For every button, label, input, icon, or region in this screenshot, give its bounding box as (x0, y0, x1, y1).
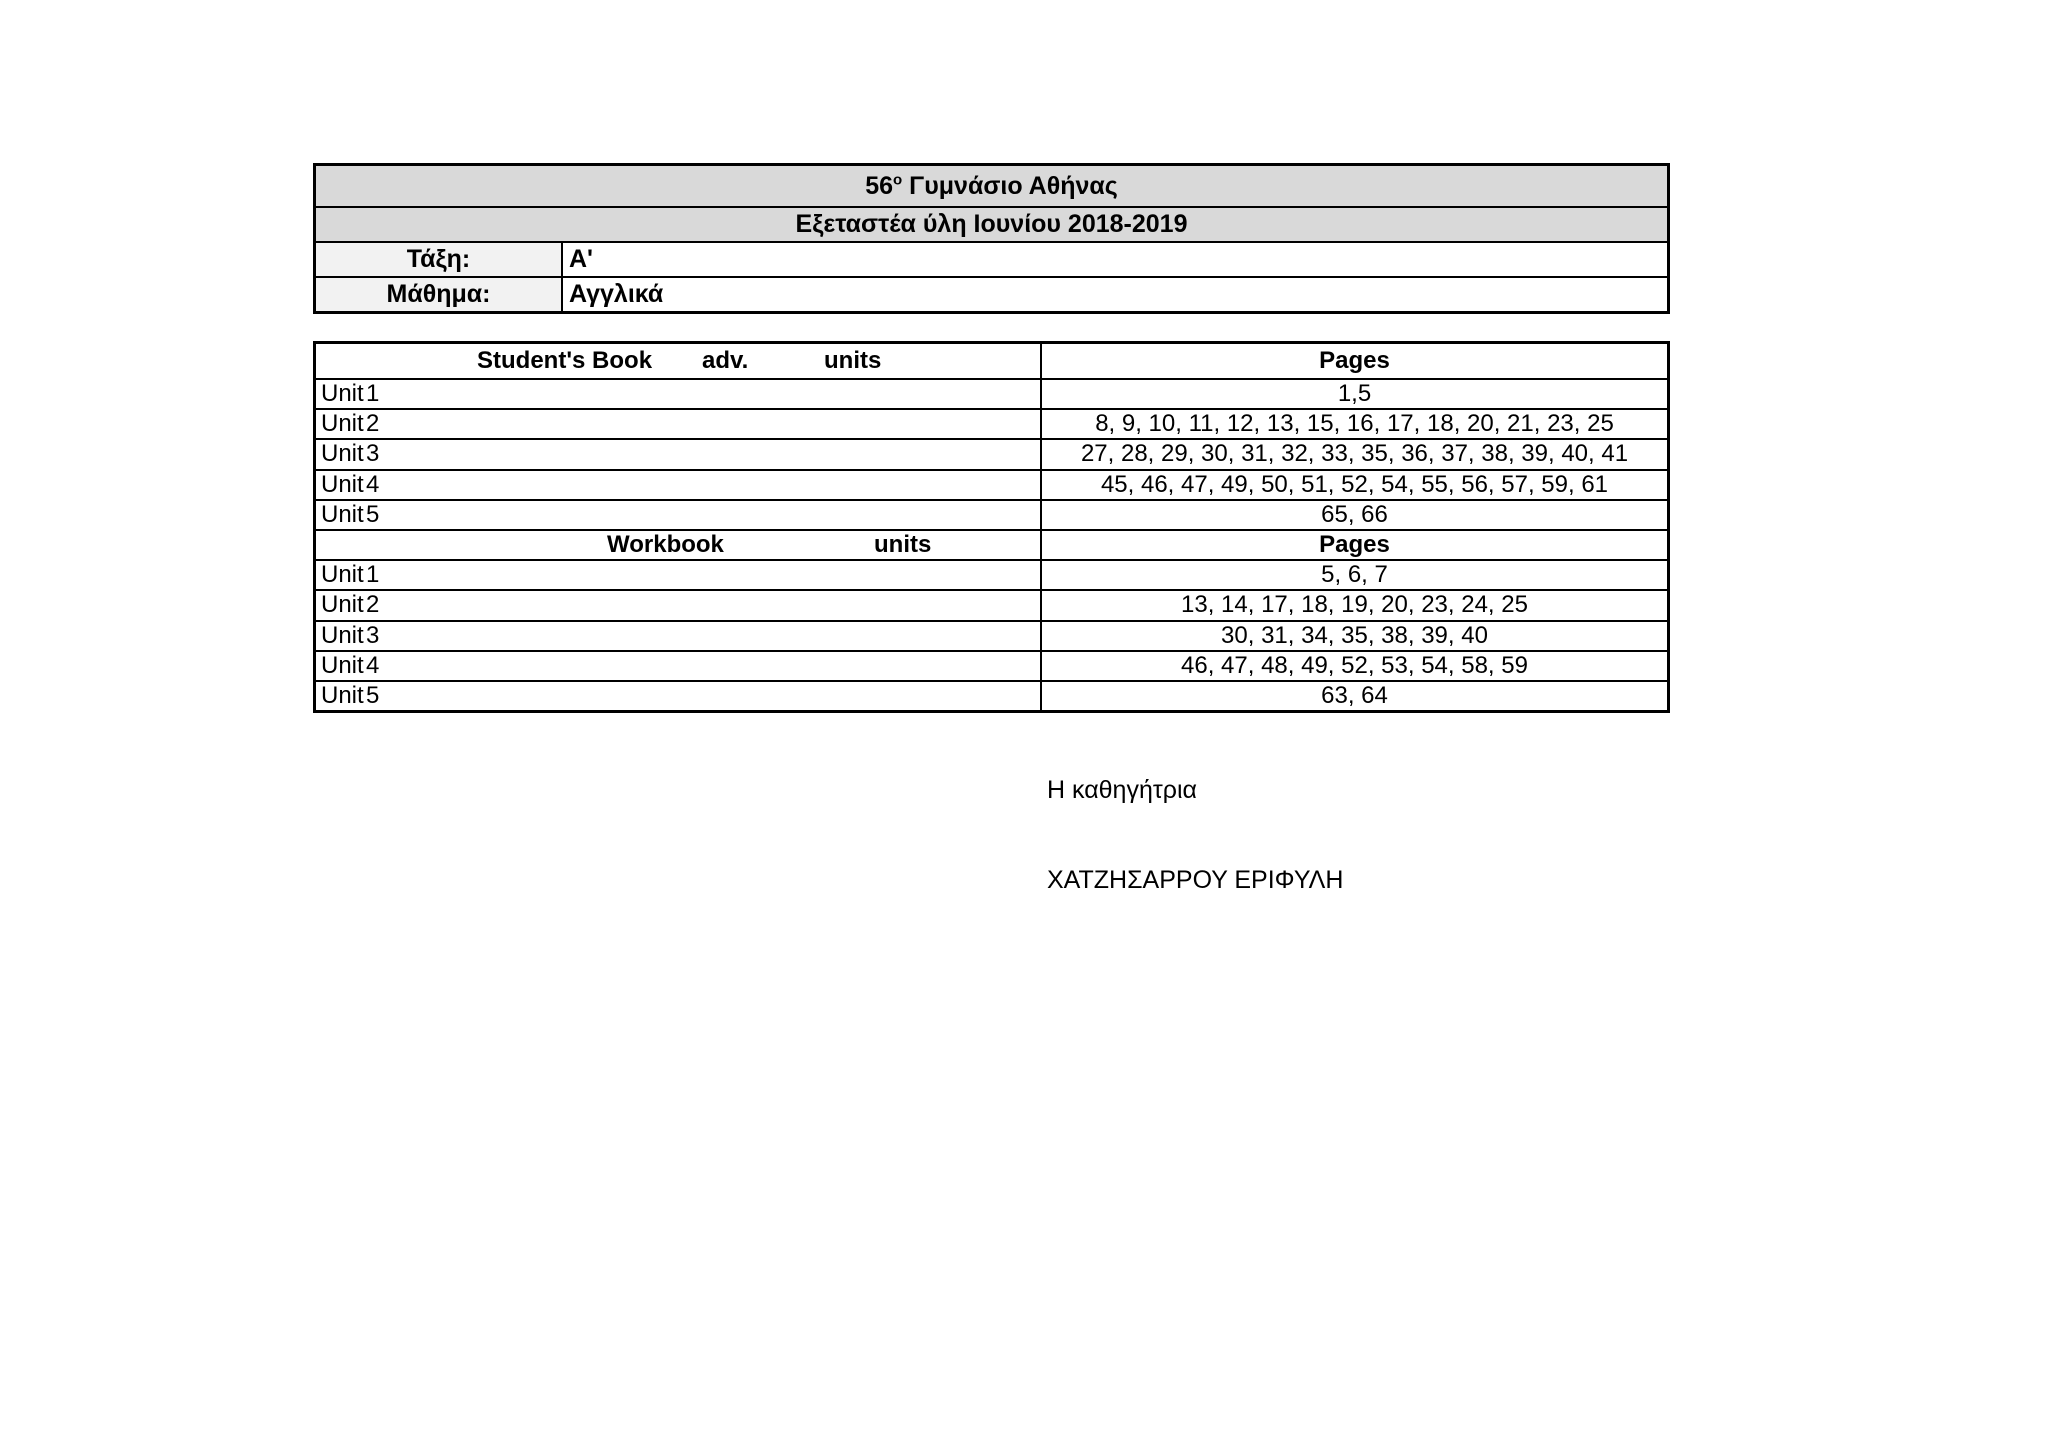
unit-cell (316, 591, 1042, 619)
signature-role: Η καθηγήτρια (1047, 776, 1197, 804)
unit-cell (316, 501, 1042, 529)
unit-number: 1 (366, 380, 380, 408)
pages-cell: 63, 64 (1321, 681, 1388, 709)
unit-cell (316, 471, 1042, 499)
unit-cell (316, 561, 1042, 589)
pages-cell: 5, 6, 7 (1321, 561, 1388, 589)
pages-cell: 8, 9, 10, 11, 12, 13, 15, 16, 17, 18, 20, 21, 23, 25 (1095, 410, 1614, 438)
header-table (313, 163, 1670, 314)
unit-number: 5 (366, 500, 380, 528)
unit-cell (316, 440, 1042, 468)
students-book-header-row (316, 344, 1667, 378)
students-book-pages-header: Pages (1319, 347, 1390, 374)
students-book-units-label: units (824, 347, 882, 374)
school-title (865, 172, 1118, 201)
unit-number: 1 (366, 561, 380, 589)
class-row (316, 241, 1667, 276)
table-row (316, 650, 1667, 680)
unit-number: 4 (366, 470, 380, 498)
pages-cell: 13, 14, 17, 18, 19, 20, 23, 24, 25 (1181, 591, 1528, 619)
pages-cell: 65, 66 (1321, 500, 1388, 528)
pages-cell: 1,5 (1337, 380, 1372, 408)
workbook-title: Workbook (607, 531, 724, 559)
table-row (316, 559, 1667, 589)
unit-label: Unit (321, 591, 364, 619)
subject-value: Αγγλικά (569, 280, 664, 308)
table-row (316, 378, 1667, 408)
table-row (316, 589, 1667, 619)
school-name: Γυμνάσιο Αθήνας (909, 171, 1118, 200)
exam-title-row (316, 206, 1667, 241)
unit-label: Unit (321, 651, 364, 679)
signature-name: ΧΑΤΖΗΣΑΡΡΟΥ ΕΡΙΦΥΛΗ (1047, 866, 1344, 894)
table-row (316, 620, 1667, 650)
unit-number: 2 (366, 591, 380, 619)
school-number-superscript: ο (893, 171, 903, 189)
pages-cell: 46, 47, 48, 49, 52, 53, 54, 58, 59 (1181, 651, 1528, 679)
workbook-units-label: units (874, 531, 932, 559)
unit-label: Unit (321, 500, 364, 528)
unit-number: 4 (366, 651, 380, 679)
unit-label: Unit (321, 470, 364, 498)
unit-number: 5 (366, 681, 380, 709)
pages-cell: 30, 31, 34, 35, 38, 39, 40 (1221, 621, 1488, 649)
unit-label: Unit (321, 561, 364, 589)
unit-cell (316, 652, 1042, 680)
workbook-header-cell (316, 531, 1042, 559)
school-number: 56 (865, 171, 894, 200)
pages-cell: 45, 46, 47, 49, 50, 51, 52, 54, 55, 56, 57, 59, 61 (1100, 470, 1609, 498)
table-row (316, 438, 1667, 468)
unit-label: Unit (321, 440, 364, 468)
workbook-header-row (316, 529, 1667, 559)
students-book-adv: adv. (702, 347, 749, 374)
unit-label: Unit (321, 410, 364, 438)
class-value: Α' (569, 245, 593, 273)
students-book-title: Student's Book (477, 347, 653, 374)
workbook-pages-header: Pages (1319, 531, 1390, 559)
unit-label: Unit (321, 621, 364, 649)
unit-label: Unit (321, 681, 364, 709)
units-table (313, 341, 1670, 713)
unit-cell (316, 410, 1042, 438)
table-row (316, 469, 1667, 499)
subject-label: Μάθημα: (316, 278, 563, 311)
unit-cell (316, 380, 1042, 408)
table-row (316, 680, 1667, 710)
class-label: Τάξη: (316, 243, 563, 276)
exam-title: Εξεταστέα ύλη Ιουνίου 2018-2019 (795, 210, 1188, 238)
unit-number: 3 (366, 621, 380, 649)
unit-number: 2 (366, 410, 380, 438)
table-row (316, 408, 1667, 438)
subject-row (316, 276, 1667, 311)
unit-cell (316, 682, 1042, 710)
students-book-header-cell (316, 344, 1042, 378)
table-row (316, 499, 1667, 529)
unit-label: Unit (321, 380, 364, 408)
pages-cell: 27, 28, 29, 30, 31, 32, 33, 35, 36, 37, 38, 39, 40, 41 (1080, 440, 1629, 468)
school-title-row (316, 166, 1667, 206)
unit-cell (316, 622, 1042, 650)
unit-number: 3 (366, 440, 380, 468)
